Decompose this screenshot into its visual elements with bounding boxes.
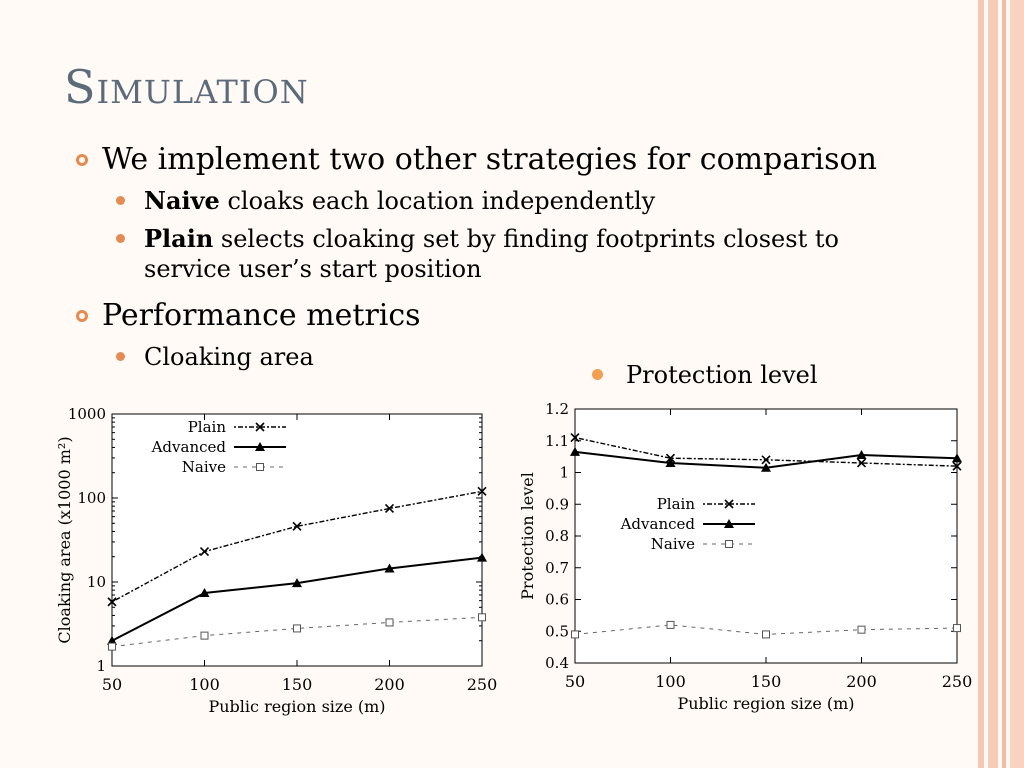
bullet-protection-level: [590, 360, 818, 390]
legend-label-plain: Plain: [187, 418, 226, 436]
bullet-strategies-text: We implement two other strategies for comparison: [102, 142, 877, 177]
legend-label-advanced: Advanced: [151, 438, 226, 456]
bullet-strategies: [72, 142, 952, 178]
y-tick-label: 10: [86, 573, 106, 591]
cloaking-area-chart: [30, 398, 510, 728]
data-point-naive: [572, 631, 579, 638]
y-tick-label: 0.9: [545, 495, 569, 514]
y-axis-label: Protection level: [518, 472, 537, 600]
bullet-ring-icon: [76, 154, 88, 166]
x-tick-label: 100: [189, 675, 220, 694]
protection-level-text: Protection level: [626, 361, 818, 389]
legend-label-plain: Plain: [656, 495, 695, 513]
y-tick-label: 1: [559, 463, 569, 482]
data-point-naive: [201, 632, 208, 639]
bullet-performance-metrics: [72, 298, 952, 334]
bullet-dot-icon: [116, 234, 125, 243]
naive-label: Naive: [144, 186, 220, 215]
bullet-cloaking-area: [72, 342, 952, 372]
data-point-naive: [954, 625, 961, 632]
legend-label-naive: Naive: [181, 458, 226, 476]
x-tick-label: 200: [846, 672, 877, 691]
x-axis-label: Public region size (m): [208, 697, 386, 716]
protection-level-chart: [505, 395, 980, 725]
bullet-dot-icon: [592, 369, 603, 380]
bullet-dot-icon: [116, 196, 125, 205]
decorative-stripes: [978, 0, 1024, 768]
x-tick-label: 200: [374, 675, 405, 694]
x-tick-label: 50: [564, 672, 586, 691]
y-tick-label: 0.7: [545, 558, 569, 577]
data-point-naive: [479, 614, 486, 621]
bullet-list: [72, 142, 952, 380]
legend-label-advanced: Advanced: [620, 515, 695, 533]
plain-description-continued: service user’s start position: [144, 255, 482, 283]
y-tick-label: 1.1: [545, 431, 569, 450]
y-tick-label: 0.5: [545, 622, 569, 641]
y-tick-label: 1: [96, 657, 106, 675]
cloaking-area-text: Cloaking area: [144, 343, 314, 371]
slide-title: Simulation: [64, 60, 309, 114]
data-point-naive: [294, 625, 301, 632]
bullet-naive: [72, 186, 952, 216]
legend-marker-naive: [257, 464, 264, 471]
y-tick-label: 0.6: [545, 590, 569, 609]
bullet-dot-icon: [116, 352, 125, 361]
y-tick-label: 100: [77, 489, 106, 507]
x-tick-label: 250: [466, 675, 498, 694]
y-tick-label: 1.2: [545, 400, 569, 418]
plain-label: Plain: [144, 224, 214, 253]
data-point-naive: [109, 643, 116, 650]
data-point-naive: [667, 621, 674, 628]
data-point-naive: [763, 631, 770, 638]
x-tick-label: 150: [750, 672, 782, 691]
y-tick-label: 1000: [67, 405, 106, 423]
x-tick-label: 100: [655, 672, 686, 691]
x-axis-label: Public region size (m): [677, 694, 855, 713]
data-point-naive: [858, 626, 865, 633]
plot-area: [575, 409, 957, 663]
y-axis-label: Cloaking area (x1000 m²): [55, 436, 74, 644]
bullet-performance-text: Performance metrics: [102, 298, 421, 333]
legend-marker-naive: [726, 541, 733, 548]
bullet-plain: [72, 224, 952, 254]
x-tick-label: 50: [101, 675, 123, 694]
x-tick-label: 150: [281, 675, 313, 694]
naive-description: cloaks each location independently: [219, 187, 656, 215]
plain-description: selects cloaking set by finding footprints closest to: [213, 225, 839, 253]
x-tick-label: 250: [941, 672, 973, 691]
y-tick-label: 0.8: [545, 527, 569, 545]
bullet-ring-icon: [76, 310, 88, 322]
legend-label-naive: Naive: [650, 535, 695, 553]
data-point-naive: [386, 619, 393, 626]
y-tick-label: 0.4: [545, 654, 569, 672]
